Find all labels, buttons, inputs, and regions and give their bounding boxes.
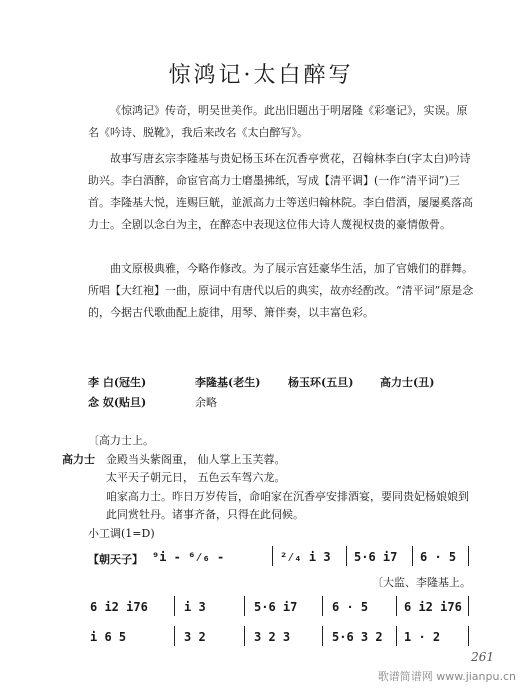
dialogue-line-2: 此同赏牡丹。诸事齐备，只得在此伺候。 (106, 508, 304, 521)
barline (396, 626, 397, 646)
barline (322, 626, 323, 646)
intro-paragraph-3: 曲文原极典雅，今略作修改。为了展示宫廷豪华生活，加了官娥们的群舞。所唱【大红袍】一曲，原词中有唐代以后的典实，故亦经酌改。“清平词”原是念的，今据古代歌曲配上旋律，用琴、箫伴奏，以丰富色彩。 (88, 262, 474, 319)
stage-direction-enter: 〔高力士上。 (88, 434, 154, 447)
score-row1-bar2: ²⁄₄ i 3 (280, 550, 331, 564)
barline (244, 596, 245, 616)
cast-li-longji: 李隆基(老生) (195, 376, 261, 389)
verse-line-2: 太平天子朝元日， 五色云车驾六龙。 (106, 471, 286, 484)
tune-name: 【朝天子】 (88, 553, 143, 566)
watermark: 歌谱简谱网 www.jianpu.cn (377, 670, 516, 683)
barline (244, 626, 245, 646)
score-row3-bar1: i 6 5 (90, 630, 127, 644)
intro-paragraph-2: 故事写唐玄宗李隆基与贵妃杨玉环在沉香亭赏花，召翰林李白(字太白)吟诗助兴。李白酒醉，命宦官高力士磨墨拂纸，写成【清平调】(一作“清平词”)三首。李隆基大悦，连赐巨觥，並派高力士等送归翰林院。李白借酒，屡屡奚落高力士。全剧以念白为主，在醉态中表现这位伟大诗人蔑视权贵的豪情傲骨。 (88, 152, 473, 231)
intro-paragraph-1: 《惊鸿记》传奇，明吴世美作。此出旧题出于明屠隆《彩毫记》，实误。原名《吟诗、脱靴》，我后来改名《太白醉写》。 (88, 104, 468, 139)
cast-li-bai: 李 白(冠生) (88, 376, 147, 389)
score-row2-bar2: i 3 (184, 600, 206, 614)
barline (174, 626, 175, 646)
barline (412, 546, 413, 566)
barline (468, 626, 469, 646)
speaker-label: 高力士 (62, 453, 95, 466)
score-row3-bar4: 5·6 3 2 (332, 630, 383, 644)
barline (396, 596, 397, 616)
dialogue-line-1: 咱家高力士。昨日万岁传旨，命咱家在沉香亭安排酒宴，要同贵妃杨娘娘到 (106, 490, 469, 503)
cast-nian-nu: 念 奴(贴旦) (88, 396, 147, 409)
barline (346, 546, 347, 566)
cast-yang-yuhuan: 杨玉环(五旦) (288, 376, 354, 389)
cast-gao-lishi: 高力士(丑) (380, 376, 435, 389)
score-row2-bar3: 5·6 i7 (254, 600, 298, 614)
barline (174, 596, 175, 616)
barline (468, 546, 469, 566)
barline (468, 596, 469, 616)
page-title: 惊鸿记·太白醉写 (168, 63, 354, 88)
score-row2-bar1: 6 i2 i76 (90, 600, 148, 614)
score-row2-bar5: 6 i2 i76 (404, 600, 462, 614)
score-row3-bar3: 3 2 3 (254, 630, 291, 644)
score-row1-bar1: ⁹i - ⁶⁄₆ - (152, 550, 225, 564)
tune-key: 小工调(1=D) (88, 527, 155, 540)
barline (272, 546, 273, 566)
cast-others: 余略 (195, 396, 217, 409)
score-row3-bar5: 1 · 2 (404, 630, 441, 644)
stage-direction-enter-2: 〔大监、李隆基上。 (372, 576, 471, 589)
verse-line-1: 金殿当头紫阁重， 仙人掌上玉芙蓉。 (106, 453, 286, 466)
score-row2-bar4: 6 · 5 (332, 600, 369, 614)
score-row3-bar2: 3 2 (184, 630, 206, 644)
page-number: 261 (471, 650, 494, 664)
barline (322, 596, 323, 616)
score-row1-bar3: 5·6 i7 (354, 550, 398, 564)
score-row1-bar4: 6 · 5 (420, 550, 457, 564)
